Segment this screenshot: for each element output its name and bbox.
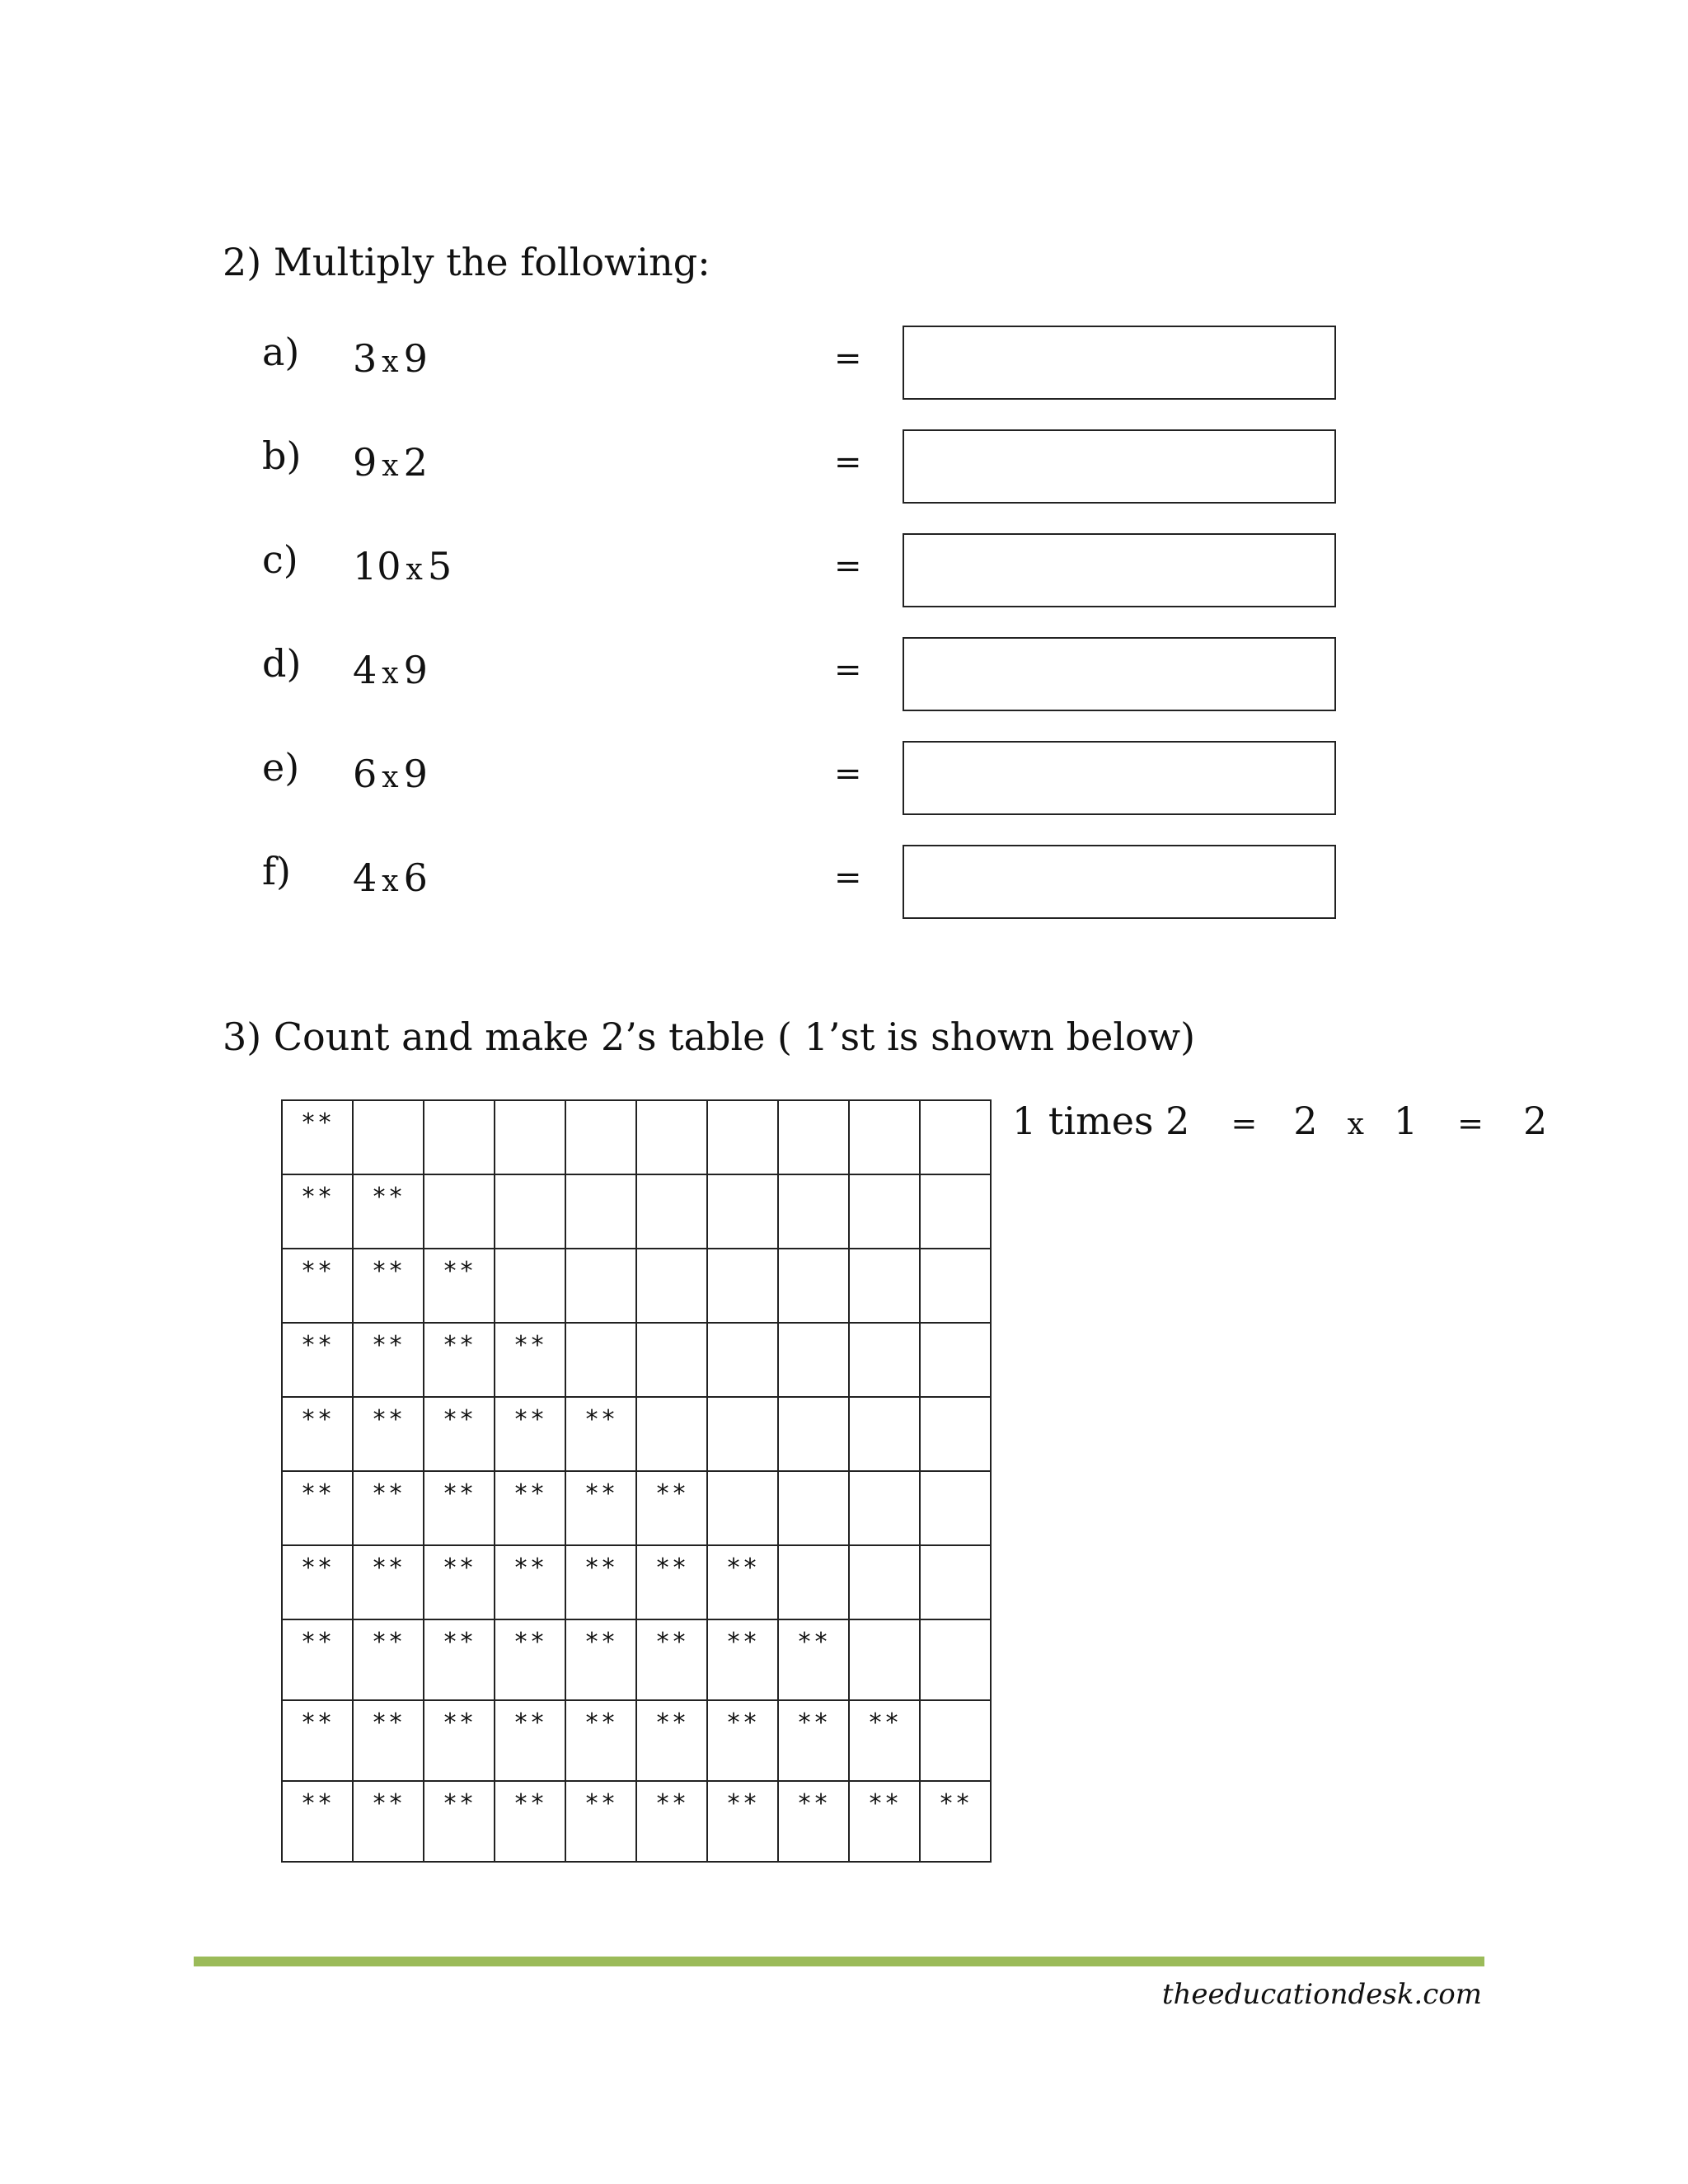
star-mark: **	[300, 1257, 335, 1286]
grid-cell	[565, 1619, 636, 1700]
problem-expression	[353, 439, 428, 490]
star-mark: **	[371, 1628, 406, 1657]
star-mark: **	[442, 1628, 476, 1657]
example-factor-2: 2	[1293, 1099, 1318, 1143]
star-mark: **	[300, 1405, 335, 1434]
answer-box[interactable]	[903, 637, 1336, 711]
star-mark: **	[300, 1108, 335, 1137]
grid-cell	[353, 1545, 424, 1619]
problem-expression	[353, 647, 428, 697]
grid-row	[282, 1397, 991, 1471]
problem-factor-b: 9	[403, 648, 428, 692]
example-equals-2: =	[1457, 1105, 1484, 1141]
star-mark: **	[442, 1405, 476, 1434]
grid-cell	[707, 1700, 778, 1781]
answer-box[interactable]	[903, 845, 1336, 919]
grid-cell	[565, 1700, 636, 1781]
grid-cell	[707, 1781, 778, 1862]
grid-cell	[849, 1471, 920, 1545]
star-mark: **	[796, 1628, 831, 1657]
grid-cell	[353, 1174, 424, 1249]
grid-cell	[495, 1174, 565, 1249]
problem-factor-a: 4	[353, 648, 377, 692]
grid-row	[282, 1781, 991, 1862]
star-mark: **	[867, 1789, 902, 1818]
star-mark: **	[371, 1479, 406, 1508]
grid-cell	[565, 1545, 636, 1619]
grid-cell	[565, 1100, 636, 1174]
grid-row	[282, 1619, 991, 1700]
star-mark: **	[584, 1628, 618, 1657]
star-mark: **	[725, 1554, 760, 1582]
grid-row	[282, 1249, 991, 1323]
grid-cell	[495, 1100, 565, 1174]
answer-box[interactable]	[903, 326, 1336, 400]
star-mark: **	[654, 1554, 689, 1582]
grid-cell	[495, 1619, 565, 1700]
grid-cell	[707, 1619, 778, 1700]
grid-cell	[920, 1100, 991, 1174]
star-mark: **	[584, 1479, 618, 1508]
star-mark: **	[725, 1789, 760, 1818]
grid-cell	[353, 1323, 424, 1397]
grid-cell	[849, 1323, 920, 1397]
grid-cell	[636, 1249, 707, 1323]
grid-cell	[353, 1619, 424, 1700]
grid-cell	[424, 1545, 495, 1619]
problem-row	[0, 326, 1688, 400]
problem-row	[0, 533, 1688, 607]
problem-factor-b: 6	[403, 855, 428, 900]
grid-cell	[707, 1323, 778, 1397]
equals-sign: =	[834, 859, 862, 897]
grid-cell	[565, 1174, 636, 1249]
grid-cell	[849, 1397, 920, 1471]
star-mark: **	[371, 1554, 406, 1582]
grid-cell	[282, 1700, 353, 1781]
grid-cell	[778, 1397, 849, 1471]
grid-cell	[849, 1174, 920, 1249]
star-mark: **	[796, 1789, 831, 1818]
grid-cell	[636, 1619, 707, 1700]
equals-sign: =	[834, 651, 862, 689]
grid-cell	[565, 1323, 636, 1397]
grid-cell	[495, 1397, 565, 1471]
problem-expression	[353, 855, 428, 905]
problem-letter: b)	[262, 434, 302, 478]
star-mark: **	[584, 1554, 618, 1582]
example-result: 2	[1523, 1099, 1548, 1143]
star-mark: **	[371, 1708, 406, 1737]
grid-cell	[920, 1545, 991, 1619]
example-times-sign: x	[1347, 1108, 1364, 1141]
star-mark: **	[725, 1628, 760, 1657]
equals-sign: =	[834, 340, 862, 377]
grid-cell	[282, 1397, 353, 1471]
star-mark: **	[371, 1331, 406, 1360]
problem-row	[0, 429, 1688, 504]
grid-cell	[707, 1397, 778, 1471]
star-mark: **	[371, 1183, 406, 1212]
grid-cell	[920, 1471, 991, 1545]
grid-cell	[565, 1249, 636, 1323]
problem-factor-a: 6	[353, 752, 377, 796]
star-mark: **	[300, 1331, 335, 1360]
grid-cell	[424, 1249, 495, 1323]
grid-cell	[565, 1397, 636, 1471]
star-grid	[281, 1099, 992, 1863]
star-mark: **	[584, 1789, 618, 1818]
grid-cell	[920, 1323, 991, 1397]
grid-cell	[565, 1471, 636, 1545]
problem-factor-a: 4	[353, 855, 377, 900]
equals-sign: =	[834, 547, 862, 585]
star-mark: **	[654, 1708, 689, 1737]
grid-cell	[495, 1249, 565, 1323]
problem-letter: f)	[262, 849, 291, 893]
star-mark: **	[442, 1708, 476, 1737]
grid-cell	[353, 1781, 424, 1862]
example-factor-1: 1	[1393, 1099, 1418, 1143]
grid-cell	[282, 1249, 353, 1323]
star-mark: **	[584, 1708, 618, 1737]
problem-letter: c)	[262, 537, 298, 582]
problem-factor-a: 3	[353, 336, 377, 381]
grid-cell	[778, 1545, 849, 1619]
problem-factor-b: 9	[403, 752, 428, 796]
grid-cell	[353, 1100, 424, 1174]
grid-cell	[920, 1619, 991, 1700]
grid-cell	[495, 1323, 565, 1397]
footer-site: theeducationdesk.com	[1161, 1978, 1482, 2011]
example-text: 1 times 2	[1012, 1099, 1190, 1143]
grid-cell	[920, 1700, 991, 1781]
problem-expression	[353, 335, 428, 386]
star-mark: **	[513, 1479, 547, 1508]
grid-cell	[282, 1471, 353, 1545]
grid-cell	[424, 1174, 495, 1249]
grid-cell	[778, 1249, 849, 1323]
grid-cell	[636, 1471, 707, 1545]
grid-row	[282, 1545, 991, 1619]
problem-letter: e)	[262, 745, 300, 790]
grid-cell	[282, 1781, 353, 1862]
grid-cell	[707, 1174, 778, 1249]
problem-letter: d)	[262, 641, 302, 686]
problem-factor-a: 9	[353, 440, 377, 485]
grid-cell	[636, 1781, 707, 1862]
star-mark: **	[371, 1405, 406, 1434]
grid-cell	[707, 1100, 778, 1174]
grid-cell	[778, 1100, 849, 1174]
grid-cell	[849, 1700, 920, 1781]
star-mark: **	[654, 1789, 689, 1818]
grid-cell	[849, 1781, 920, 1862]
grid-cell	[424, 1100, 495, 1174]
grid-row	[282, 1323, 991, 1397]
example-equals: =	[1231, 1105, 1258, 1141]
star-mark: **	[300, 1479, 335, 1508]
star-mark: **	[300, 1554, 335, 1582]
grid-cell	[849, 1619, 920, 1700]
grid-row	[282, 1100, 991, 1174]
problem-row	[0, 845, 1688, 919]
grid-cell	[920, 1781, 991, 1862]
grid-cell	[849, 1545, 920, 1619]
grid-cell	[353, 1397, 424, 1471]
star-mark: **	[371, 1789, 406, 1818]
grid-cell	[920, 1249, 991, 1323]
grid-cell	[565, 1781, 636, 1862]
grid-cell	[707, 1471, 778, 1545]
star-mark: **	[654, 1628, 689, 1657]
star-mark: **	[442, 1479, 476, 1508]
grid-cell	[707, 1545, 778, 1619]
grid-cell	[849, 1249, 920, 1323]
star-mark: **	[442, 1554, 476, 1582]
footer-rule	[194, 1957, 1484, 1966]
question-2-heading: 2) Multiply the following:	[223, 240, 710, 284]
grid-cell	[849, 1100, 920, 1174]
grid-cell	[282, 1100, 353, 1174]
star-mark: **	[513, 1789, 547, 1818]
grid-cell	[282, 1323, 353, 1397]
times-sign: x	[382, 345, 399, 379]
grid-cell	[778, 1781, 849, 1862]
equals-sign: =	[834, 443, 862, 481]
grid-cell	[636, 1323, 707, 1397]
question-3-heading: 3) Count and make 2’s table ( 1’st is shown below)	[223, 1015, 1196, 1059]
grid-cell	[424, 1397, 495, 1471]
star-mark: **	[584, 1405, 618, 1434]
star-mark: **	[300, 1708, 335, 1737]
grid-row	[282, 1700, 991, 1781]
grid-cell	[424, 1323, 495, 1397]
grid-cell	[353, 1249, 424, 1323]
grid-row	[282, 1471, 991, 1545]
grid-cell	[636, 1174, 707, 1249]
problem-expression	[353, 751, 428, 801]
times-sign: x	[382, 865, 399, 898]
star-mark: **	[725, 1708, 760, 1737]
grid-cell	[495, 1781, 565, 1862]
equals-sign: =	[834, 755, 862, 793]
grid-cell	[424, 1619, 495, 1700]
star-mark: **	[442, 1257, 476, 1286]
grid-cell	[495, 1545, 565, 1619]
star-mark: **	[513, 1331, 547, 1360]
star-mark: **	[513, 1405, 547, 1434]
grid-cell	[778, 1619, 849, 1700]
grid-cell	[636, 1545, 707, 1619]
star-mark: **	[442, 1331, 476, 1360]
grid-cell	[778, 1174, 849, 1249]
grid-cell	[778, 1323, 849, 1397]
star-mark: **	[300, 1789, 335, 1818]
star-mark: **	[513, 1708, 547, 1737]
times-sign: x	[382, 761, 399, 794]
grid-cell	[636, 1700, 707, 1781]
grid-cell	[636, 1397, 707, 1471]
grid-cell	[636, 1100, 707, 1174]
grid-cell	[778, 1471, 849, 1545]
grid-cell	[707, 1249, 778, 1323]
answer-box[interactable]	[903, 429, 1336, 504]
grid-cell	[424, 1781, 495, 1862]
star-mark: **	[938, 1789, 973, 1818]
problem-factor-a: 10	[353, 544, 401, 588]
problem-row	[0, 741, 1688, 815]
problem-letter: a)	[262, 330, 300, 374]
grid-cell	[282, 1545, 353, 1619]
grid-cell	[424, 1700, 495, 1781]
grid-cell	[495, 1471, 565, 1545]
answer-box[interactable]	[903, 533, 1336, 607]
star-mark: **	[442, 1789, 476, 1818]
star-mark: **	[513, 1554, 547, 1582]
star-mark: **	[371, 1257, 406, 1286]
grid-cell	[353, 1471, 424, 1545]
star-mark: **	[513, 1628, 547, 1657]
star-mark: **	[796, 1708, 831, 1737]
star-mark: **	[654, 1479, 689, 1508]
grid-cell	[920, 1174, 991, 1249]
problem-expression	[353, 543, 452, 593]
times-sign: x	[382, 657, 399, 691]
star-mark: **	[300, 1628, 335, 1657]
problem-factor-b: 2	[403, 440, 428, 485]
grid-cell	[282, 1619, 353, 1700]
answer-box[interactable]	[903, 741, 1336, 815]
grid-cell	[778, 1700, 849, 1781]
problem-factor-b: 9	[403, 336, 428, 381]
grid-cell	[495, 1700, 565, 1781]
grid-cell	[920, 1397, 991, 1471]
times-sign: x	[382, 449, 399, 483]
problem-factor-b: 5	[427, 544, 452, 588]
example-line	[1012, 1098, 1547, 1148]
grid-cell	[424, 1471, 495, 1545]
grid-row	[282, 1174, 991, 1249]
grid-cell	[282, 1174, 353, 1249]
star-mark: **	[300, 1183, 335, 1212]
problem-row	[0, 637, 1688, 711]
star-mark: **	[867, 1708, 902, 1737]
grid-cell	[353, 1700, 424, 1781]
times-sign: x	[406, 553, 423, 587]
